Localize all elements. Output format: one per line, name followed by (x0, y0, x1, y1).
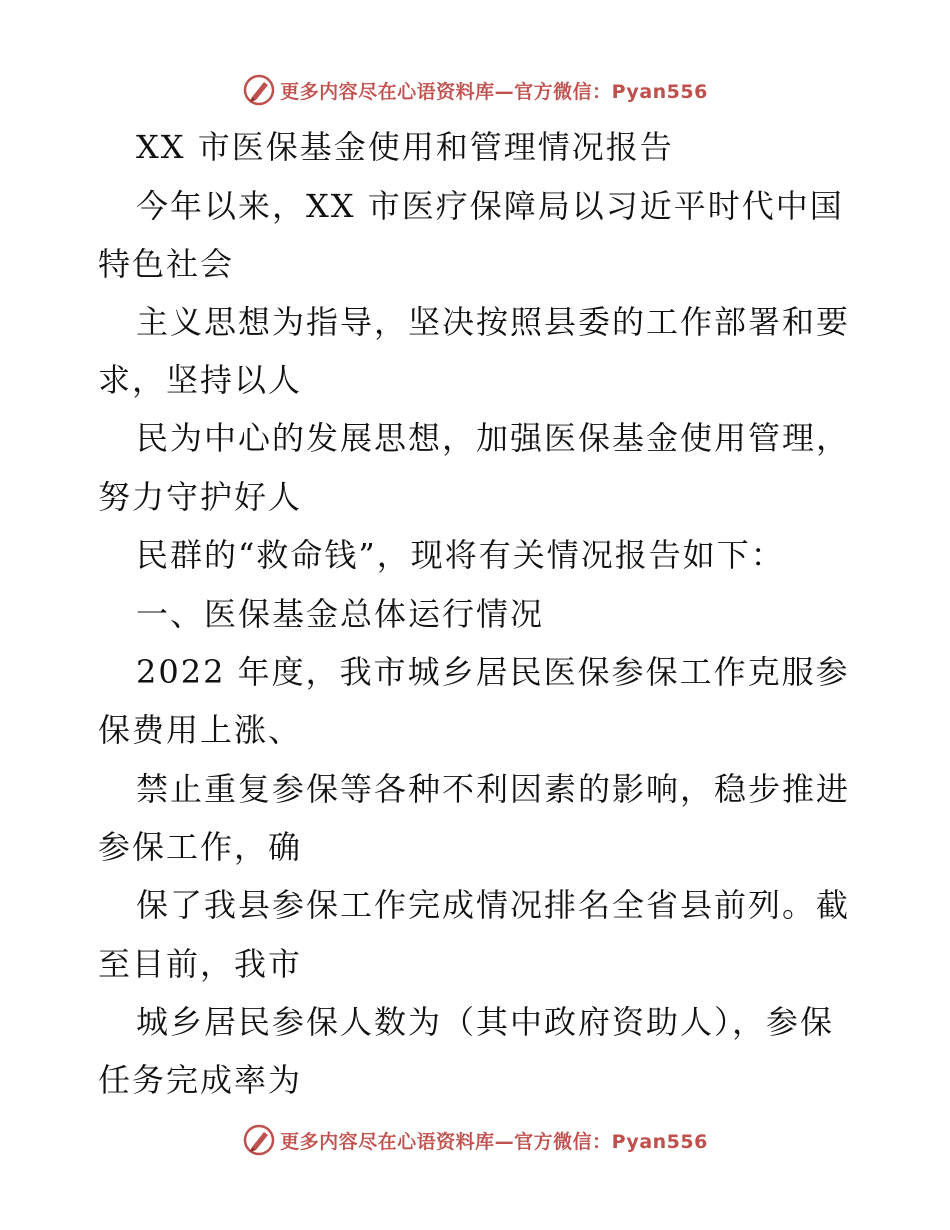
section-heading: 一、医保基金总体运行情况 (136, 595, 545, 633)
text-line: 保了我县参保工作完成情况排名全省县前列。截 (136, 886, 851, 924)
text-line: 禁止重复参保等各种不利因素的影响，稳步推进 (136, 770, 851, 808)
watermark-text: 更多内容尽在心语资料库—官方微信：Pyan556 (280, 1130, 708, 1153)
text-line: 今年以来，XX 市医疗保障局以习近平时代中国 (136, 187, 844, 225)
text-line: 至目前，我市 (98, 945, 303, 983)
text-line: 民为中心的发展思想，加强医保基金使用管理， (136, 419, 851, 457)
pen-logo-icon (242, 73, 276, 107)
text-line: 任务完成率为 (98, 1061, 303, 1099)
text-line: 参保工作，确 (98, 828, 303, 866)
text-line: 民群的“救命钱”，现将有关情况报告如下： (136, 536, 785, 574)
text-line: 主义思想为指导，坚决按照县委的工作部署和要 (136, 303, 851, 341)
text-line: 保费用上涨、 (98, 711, 303, 749)
watermark-text: 更多内容尽在心语资料库—官方微信：Pyan556 (280, 80, 708, 103)
text-line: 特色社会 (98, 245, 235, 283)
text-line: 求，坚持以人 (98, 361, 303, 399)
pen-logo-icon (242, 1123, 276, 1157)
header-watermark-banner (0, 70, 950, 110)
text-line: 努力守护好人 (98, 478, 303, 516)
text-line: 城乡居民参保人数为（其中政府资助人），参保 (136, 1003, 835, 1041)
document-title: XX 市医保基金使用和管理情况报告 (136, 128, 674, 166)
footer-watermark-banner (0, 1120, 950, 1160)
text-line: 2022 年度，我市城乡居民医保参保工作克服参 (136, 653, 850, 691)
